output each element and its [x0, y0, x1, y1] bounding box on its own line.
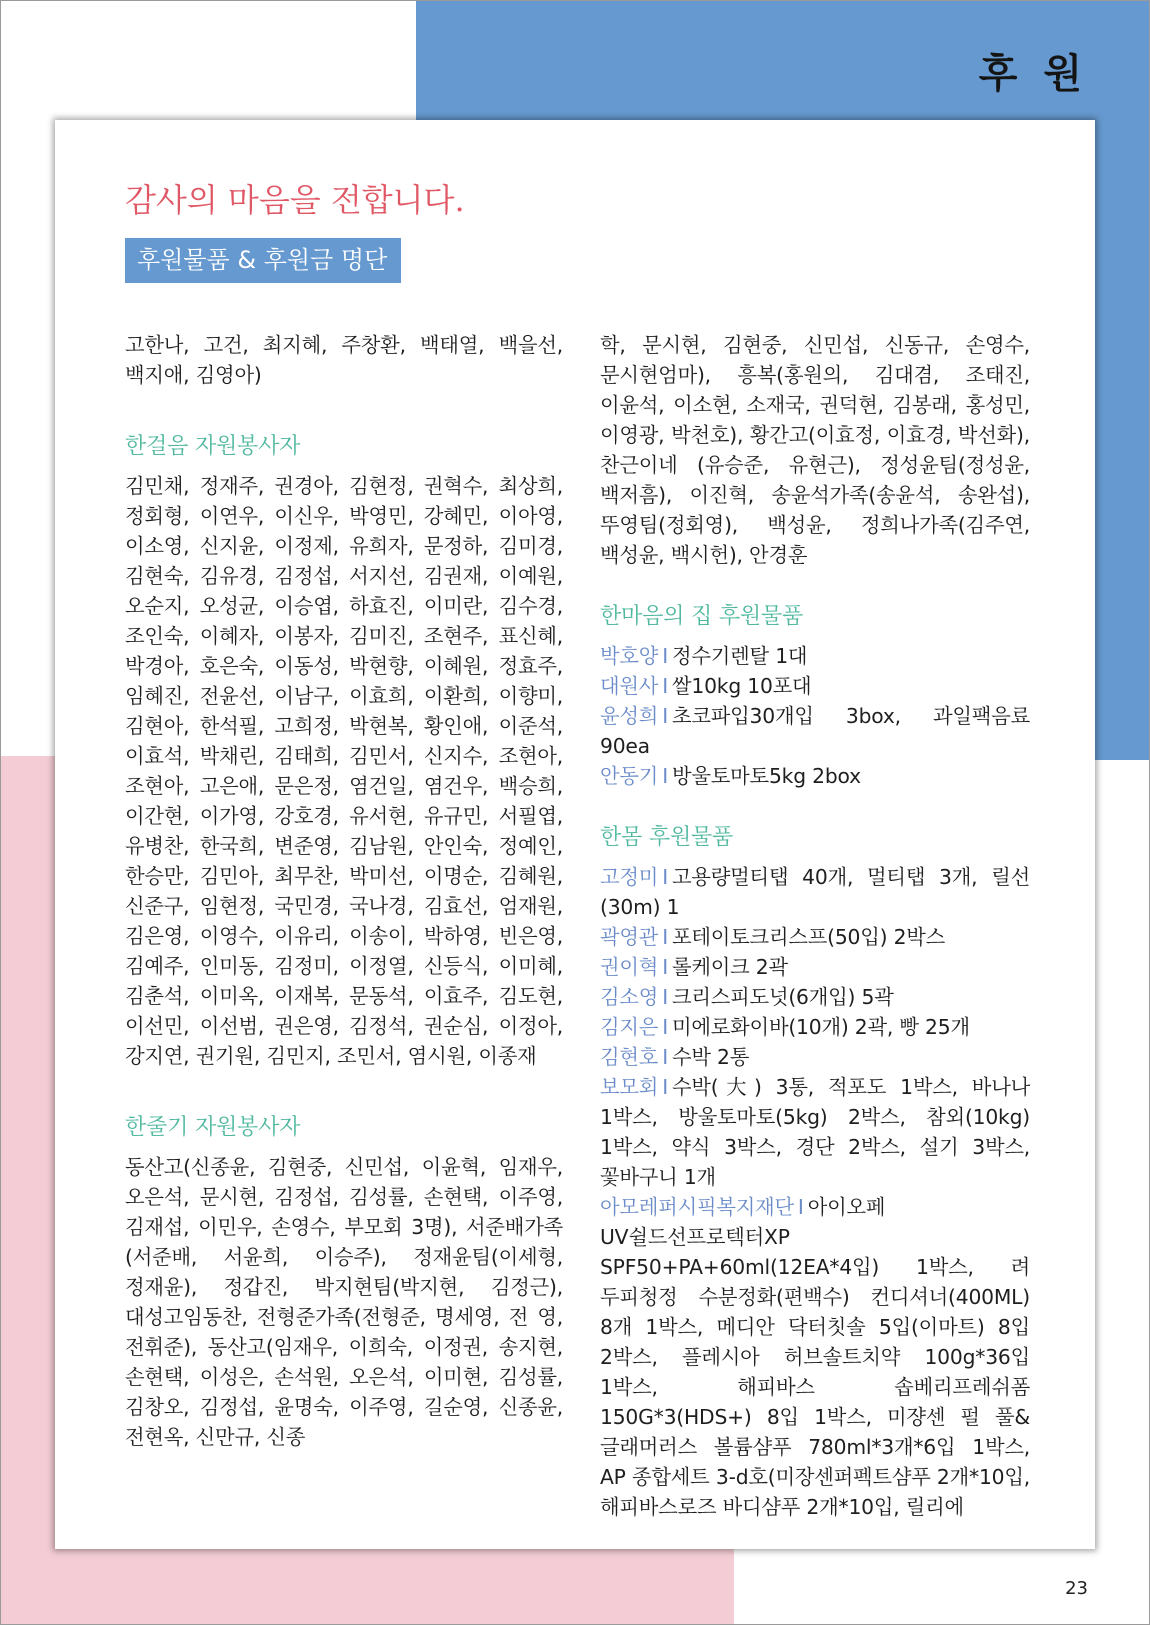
donation-detail: 수박 2통	[671, 1045, 750, 1069]
donor-name: 박호양	[600, 644, 659, 668]
donation-detail: 미에로화이바(10개) 2곽, 빵 25개	[671, 1015, 970, 1039]
separator: I	[662, 955, 668, 979]
separator: I	[662, 764, 668, 788]
donation-detail: 정수기렌탈 1대	[671, 644, 808, 668]
separator: I	[662, 644, 668, 668]
donation-detail: 수박(大) 3통, 적포도 1박스, 바나나 1박스, 방울토마토(5kg) 2박스, 참외(10kg) 1박스, 약식 3박스, 경단 2박스, 설기 3박스, 꽃바구니 1개	[600, 1075, 1030, 1189]
donation-item	[600, 982, 1030, 1012]
donation-item	[600, 1042, 1030, 1072]
donor-name: 김지은	[600, 1015, 659, 1039]
separator: I	[662, 704, 668, 728]
donor-name: 안동기	[600, 764, 659, 788]
separator: I	[662, 1045, 668, 1069]
page-number: 23	[1065, 1578, 1088, 1599]
separator: I	[662, 1075, 668, 1099]
donor-name: 김현호	[600, 1045, 659, 1069]
donor-name: 윤성희	[600, 704, 659, 728]
section-text-hanjulgi: 동산고(신종윤, 김현중, 신민섭, 이윤혁, 임재우, 오은석, 문시현, 김정섭, 김성률, 손현택, 이주영, 김재섭, 이민우, 손영수, 부모회 3명), 서준배가족(서준배, 서윤희, 이승주), 정재윤팀(이세형, 정재윤), 정갑진, 박지현팀(박지현, 김정근), 대성고임동찬, 전형준가족(전형준, 명세영, 전 영, 전휘준), 동산고(임재우, 이희숙, 이정권, 송지현, 손현택, 이성은, 손석원, 오은석, 이미현, 김성률, 김창오, 김정섭, 윤명숙, 이주영, 길순영, 신종윤, 전현옥, 신만규, 신종	[125, 1155, 563, 1449]
left-column	[125, 330, 563, 1452]
section-title-hanjulgi: 한줄기 자원봉사자	[125, 1115, 301, 1140]
content-card	[55, 120, 1095, 1549]
donor-name: 대원사	[600, 674, 659, 698]
separator: I	[662, 674, 668, 698]
right-column	[600, 330, 1030, 1522]
section-title-hanmom: 한몸 후원물품	[600, 825, 734, 850]
donor-name: 김소영	[600, 985, 659, 1009]
donation-detail: 고용량멀티탭 40개, 멀티탭 3개, 릴선(30m) 1	[600, 865, 1030, 919]
donation-item	[600, 862, 1030, 922]
section-title-hanmaeum: 한마음의 집 후원물품	[600, 604, 804, 629]
donation-detail: 크리스피도넛(6개입) 5곽	[671, 985, 894, 1009]
donation-list-hanmom	[600, 862, 1030, 1522]
main-title: 감사의 마음을 전합니다.	[125, 181, 465, 219]
donor-name: 아모레퍼시픽복지재단	[600, 1195, 794, 1219]
right-intro-text: 학, 문시현, 김현중, 신민섭, 신동규, 손영수, 문시현엄마), 흥복(홍원의, 김대겸, 조태진, 이윤석, 이소현, 소재국, 권덕현, 김봉래, 홍성민, 이영광, 박천호), 황간고(이효정, 이효경, 박선화), 찬근이네 (유승준, 유현근), 정성윤팀(정성윤, 백저흠), 이진혁, 송윤석가족(송윤석, 송완섭), 뚜영팀(정회영), 백성윤, 정희나가족(김주연, 백성윤, 백시헌), 안경훈	[600, 333, 1030, 567]
donation-item	[600, 922, 1030, 952]
donation-detail: 초코파입30개입 3box, 과일팩음료 90ea	[600, 704, 1030, 758]
subtitle-banner: 후원물품 & 후원금 명단	[125, 238, 401, 283]
donation-item	[600, 952, 1030, 982]
donor-name: 권이혁	[600, 955, 659, 979]
donation-item	[600, 761, 1030, 791]
donation-item	[600, 701, 1030, 761]
left-intro-text: 고한나, 고건, 최지혜, 주창환, 백태열, 백을선, 백지애, 김영아)	[125, 333, 563, 387]
donation-detail: 아이오페 UV쉴드선프로텍터XP SPF50+PA+60ml(12EA*4입) 1박스, 려 두피청정 수분정화(편백수) 컨디셔너(400ML) 8개 1박스, 메디안 닥터칫솔 5입(이마트) 8입 2박스, 플레시아 허브솔트치약 100g*36입 1박스, 해피바스 솝베리프레쉬폼 150G*3(HDS+) 8입 1박스, 미쟝센 펄 풀&글래머러스 볼륨샴푸 780ml*3개*6입 1박스, AP 종합세트 3-d호(미장센퍼펙트샴푸 2개*10입, 해피바스로즈 바디샴푸 2개*10입, 릴리에	[600, 1195, 1030, 1519]
separator: I	[662, 925, 668, 949]
donor-name: 보모회	[600, 1075, 659, 1099]
donation-list-hanmaeum	[600, 641, 1030, 791]
separator: I	[662, 1015, 668, 1039]
separator: I	[797, 1195, 804, 1219]
donation-item	[600, 1192, 1030, 1522]
donation-detail: 쌀10kg 10포대	[671, 674, 812, 698]
donation-item	[600, 671, 1030, 701]
donation-detail: 방울토마토5kg 2box	[671, 764, 861, 788]
section-title-hangeoleum: 한걸음 자원봉사자	[125, 434, 301, 459]
separator: I	[662, 865, 668, 889]
separator: I	[662, 985, 668, 1009]
donor-name: 곽영관	[600, 925, 659, 949]
donation-item	[600, 641, 1030, 671]
section-header-title: 후 원	[978, 51, 1088, 97]
donation-item	[600, 1072, 1030, 1192]
donation-item	[600, 1012, 1030, 1042]
section-text-hangeoleum: 김민채, 정재주, 권경아, 김현정, 권혁수, 최상희, 정회형, 이연우, 이신우, 박영민, 강혜민, 이아영, 이소영, 신지윤, 이정제, 유희자, 문정하, 김미경, 김현숙, 김유경, 김정섭, 서지선, 김권재, 이예원, 오순지, 오성균, 이승엽, 하효진, 이미란, 김수경, 조인숙, 이혜자, 이봉자, 김미진, 조현주, 표신혜, 박경아, 호은숙, 이동성, 박현향, 이혜원, 정효주, 임혜진, 전윤선, 이남구, 이효희, 이환희, 이향미, 김현아, 한석필, 고희정, 박현복, 황인애, 이준석, 이효석, 박채린, 김태희, 김민서, 신지수, 조현아, 조현아, 고은애, 문은정, 염건일, 염건우, 백승희, 이간현, 이가영, 강호경, 유서현, 유규민, 서필엽, 유병찬, 한국희, 변준영, 김남원, 안인숙, 정예인, 한승만, 김민아, 최무찬, 박미선, 이명순, 김혜원, 신준구, 임현정, 국민경, 국나경, 김효선, 엄재원, 김은영, 이영수, 이유리, 이송이, 박하영, 빈은영, 김예주, 인미동, 김정미, 이정열, 신등식, 이미혜, 김춘석, 이미옥, 이재복, 문동석, 이효주, 김도현, 이선민, 이선범, 권은영, 김정석, 권순심, 이정아, 강지연, 권기원, 김민지, 조민서, 염시원, 이종재	[125, 474, 563, 1068]
donor-name: 고정미	[600, 865, 659, 889]
donation-detail: 포테이토크리스프(50입) 2박스	[671, 925, 946, 949]
donation-detail: 롤케이크 2곽	[671, 955, 788, 979]
